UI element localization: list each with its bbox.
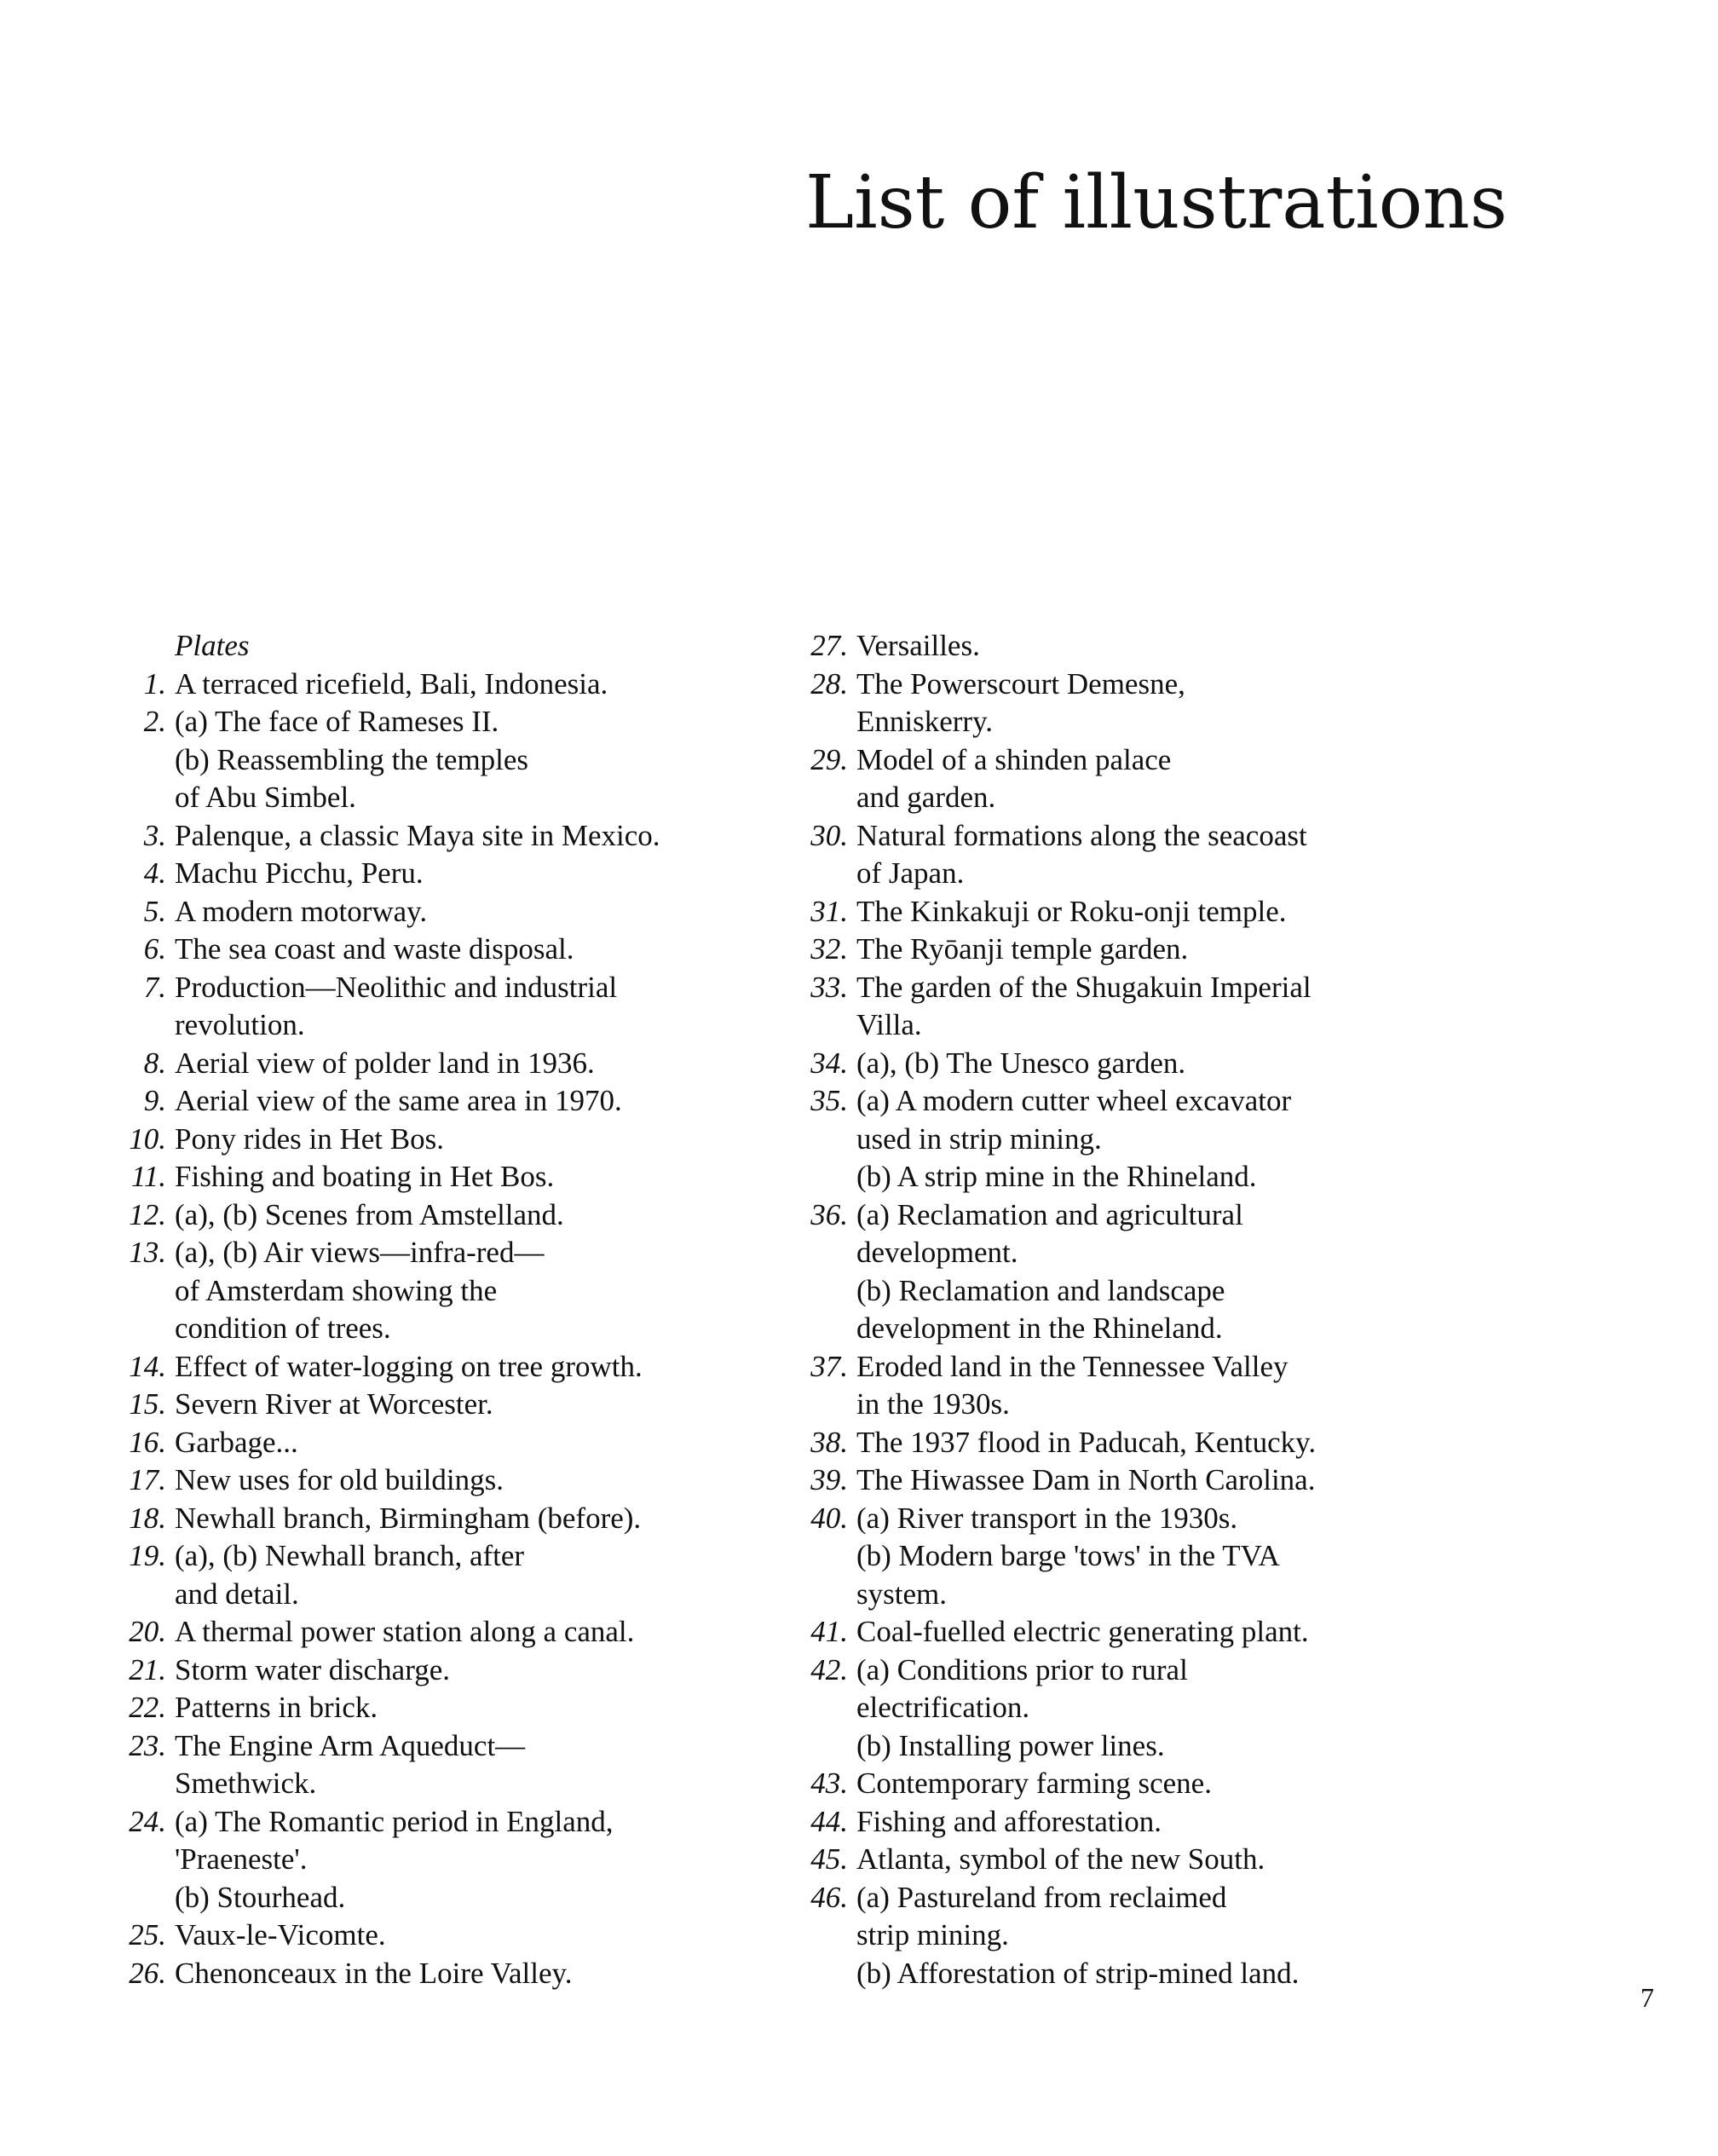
caption-line: Chenonceaux in the Loire Valley. [175,1956,573,1990]
list-item [119,1537,733,1613]
caption-line: (a) Reclamation and agricultural [856,1197,1243,1231]
plate-number: 31. [810,894,848,928]
caption-line: Patterns in brick. [175,1691,378,1724]
caption-line: used in strip mining. [856,1121,1102,1156]
caption-line: Coal-fuelled electric generating plant. [856,1615,1309,1648]
list-item [119,1196,733,1235]
list-item [801,817,1415,893]
plate-number: 30. [810,818,848,852]
list-item [119,1917,733,1955]
plate-number: 44. [810,1804,848,1838]
caption-line: (a) Pastureland from reclaimed [856,1880,1227,1914]
caption-line: The garden of the Shugakuin Imperial [856,970,1312,1004]
list-item [801,1879,1415,1993]
list-item [119,1045,733,1083]
list-item [119,1461,733,1500]
plate-number: 16. [129,1425,166,1459]
plate-number: 26. [129,1956,166,1990]
list-item [119,1234,733,1348]
caption-line: condition of trees. [175,1311,391,1345]
caption-line: of Japan. [856,856,965,890]
caption-line: Contemporary farming scene. [856,1767,1212,1800]
plate-number: 5. [143,894,166,928]
plate-number: 35. [810,1084,848,1117]
caption-line: (b) A strip mine in the Rhineland. [856,1160,1257,1193]
caption-line: of Abu Simbel. [175,781,356,814]
plate-number: 28. [810,666,848,700]
list-item [801,1500,1415,1614]
plates-heading: Plates [175,629,250,662]
list-item [119,1424,733,1462]
plate-number: 17. [129,1463,166,1496]
caption-line: The Ryōanji temple garden. [856,932,1189,966]
list-item [119,893,733,931]
caption-line: The Hiwassee Dam in North Carolina. [856,1463,1316,1496]
list-item [119,1121,733,1159]
list-item [119,1158,733,1196]
list-item [119,1652,733,1690]
list-item [119,817,733,856]
plate-number: 4. [143,856,166,890]
list-item [119,1386,733,1424]
caption-line: Garbage... [175,1425,298,1459]
list-item [801,1045,1415,1083]
list-item [801,1461,1415,1500]
list-item [801,1841,1415,1879]
plate-number: 39. [810,1463,848,1496]
caption-line: Storm water discharge. [175,1652,451,1686]
list-item [119,1689,733,1727]
plate-number: 6. [143,932,166,966]
caption-line: Atlanta, symbol of the new South. [856,1842,1265,1876]
caption-line: The sea coast and waste disposal. [175,932,574,966]
list-item [801,931,1415,969]
plate-number: 22. [129,1691,166,1724]
list-item [119,969,733,1045]
caption-line: (b) Modern barge 'tows' in the TVA [856,1539,1280,1572]
right-column [801,627,1415,1992]
left-entries [119,666,733,1993]
caption-line: (a) Conditions prior to rural [856,1652,1188,1686]
caption-line: Enniskerry. [856,705,994,738]
list-item [801,969,1415,1045]
plate-number: 19. [129,1539,166,1572]
list-item [119,1082,733,1121]
caption-line: The Kinkakuji or Roku-onji temple. [856,894,1287,928]
plate-number: 2. [143,705,166,738]
list-item [119,1955,733,1993]
caption-line: of Amsterdam showing the [175,1273,498,1307]
list-item [119,666,733,704]
caption-line: (a) The Romantic period in England, [175,1804,614,1838]
caption-line: The 1937 flood in Paducah, Kentucky. [856,1425,1317,1459]
plate-number: 38. [810,1425,848,1459]
caption-line: in the 1930s. [856,1387,1010,1421]
plate-number: 37. [810,1349,848,1383]
caption-line: (a) The face of Rameses II. [175,705,499,738]
caption-line: Fishing and afforestation. [856,1804,1162,1838]
plate-number: 15. [129,1387,166,1421]
caption-line: (b) Installing power lines. [856,1728,1165,1762]
plate-number: 11. [130,1160,166,1193]
caption-line: strip mining. [856,1918,1009,1951]
caption-line: electrification. [856,1691,1030,1724]
list-item [801,1082,1415,1196]
list-item [119,1500,733,1538]
caption-line: The Engine Arm Aqueduct— [175,1728,526,1762]
list-item [119,703,733,817]
list-item [801,627,1415,666]
plate-number: 34. [810,1046,848,1080]
page-title: List of illustrations [805,160,1508,245]
caption-line: Effect of water-logging on tree growth. [175,1349,643,1383]
plate-number: 32. [810,932,848,966]
plate-number: 3. [143,818,166,852]
caption-line: (a), (b) Newhall branch, after [175,1539,525,1572]
caption-line: Vaux-le-Vicomte. [175,1918,386,1951]
caption-line: development in the Rhineland. [856,1311,1223,1345]
list-item [119,1348,733,1386]
plate-number: 8. [143,1046,166,1080]
caption-line: Pony rides in Het Bos. [175,1121,444,1156]
list-item [119,931,733,969]
caption-line: Machu Picchu, Peru. [175,856,424,890]
plate-number: 36. [810,1197,848,1231]
plate-number: 40. [810,1501,848,1535]
caption-line: New uses for old buildings. [175,1463,504,1496]
list-item [801,1196,1415,1348]
caption-line: Production—Neolithic and industrial [175,970,618,1004]
plate-number: 12. [129,1197,166,1231]
caption-line: A modern motorway. [175,894,428,928]
plate-number: 45. [810,1842,848,1876]
caption-line: Eroded land in the Tennessee Valley [856,1349,1288,1383]
caption-line: Palenque, a classic Maya site in Mexico. [175,818,660,852]
plate-number: 27. [810,629,848,662]
list-item [801,1613,1415,1652]
caption-line: Natural formations along the seacoast [856,818,1307,852]
list-item [119,1727,733,1803]
caption-line: Newhall branch, Birmingham (before). [175,1501,642,1535]
plate-number: 14. [129,1349,166,1383]
caption-line: (b) Reclamation and landscape [856,1273,1225,1307]
caption-line: (b) Stourhead. [175,1880,346,1914]
list-item [119,855,733,893]
list-item [801,1348,1415,1424]
caption-line: system. [856,1577,947,1611]
plate-number: 10. [129,1121,166,1156]
plate-number: 33. [810,970,848,1004]
list-item [801,1652,1415,1766]
caption-line: and detail. [175,1577,299,1611]
caption-line: development. [856,1236,1018,1269]
plate-number: 18. [129,1501,166,1535]
caption-line: (a), (b) The Unesco garden. [856,1046,1186,1080]
caption-line: A terraced ricefield, Bali, Indonesia. [175,666,608,700]
plate-number: 25. [129,1918,166,1951]
plate-number: 20. [129,1615,166,1648]
caption-line: (a), (b) Air views—infra-red— [175,1236,545,1269]
left-column [119,627,733,1992]
caption-line: (b) Afforestation of strip-mined land. [856,1956,1300,1990]
plate-number: 43. [810,1767,848,1800]
caption-line: revolution. [175,1008,305,1041]
list-item [801,1765,1415,1803]
page-number: 7 [1640,1982,1654,2013]
plate-number: 7. [143,970,166,1004]
plate-number: 23. [129,1728,166,1762]
caption-line: Aerial view of the same area in 1970. [175,1084,622,1117]
caption-line: Versailles. [856,629,980,662]
plate-number: 46. [810,1880,848,1914]
plate-number: 42. [810,1652,848,1686]
caption-line: 'Praeneste'. [175,1842,308,1876]
list-item [119,1613,733,1652]
caption-line: Model of a shinden palace [856,742,1172,776]
list-item [801,666,1415,741]
plate-number: 13. [129,1236,166,1269]
caption-line: Villa. [856,1008,922,1041]
plate-number: 9. [143,1084,166,1117]
caption-line: A thermal power station along a canal. [175,1615,635,1648]
caption-line: (a) River transport in the 1930s. [856,1501,1238,1535]
caption-line: Fishing and boating in Het Bos. [175,1160,555,1193]
caption-line: (a) A modern cutter wheel excavator [856,1084,1292,1117]
list-item [801,893,1415,931]
plate-number: 21. [129,1652,166,1686]
caption-line: Aerial view of polder land in 1936. [175,1046,595,1080]
caption-line: (a), (b) Scenes from Amstelland. [175,1197,564,1231]
plate-number: 29. [810,742,848,776]
plate-number: 41. [810,1615,848,1648]
caption-line: Severn River at Worcester. [175,1387,493,1421]
plate-number: 24. [129,1804,166,1838]
caption-line: The Powerscourt Demesne, [856,666,1185,700]
list-item [801,1803,1415,1842]
list-item [801,1424,1415,1462]
caption-line: (b) Reassembling the temples [175,742,529,776]
right-entries [801,627,1415,1992]
list-item [119,1803,733,1917]
caption-line: Smethwick. [175,1767,317,1800]
plate-number: 1. [143,666,166,700]
caption-line: and garden. [856,781,996,814]
list-item [801,741,1415,817]
